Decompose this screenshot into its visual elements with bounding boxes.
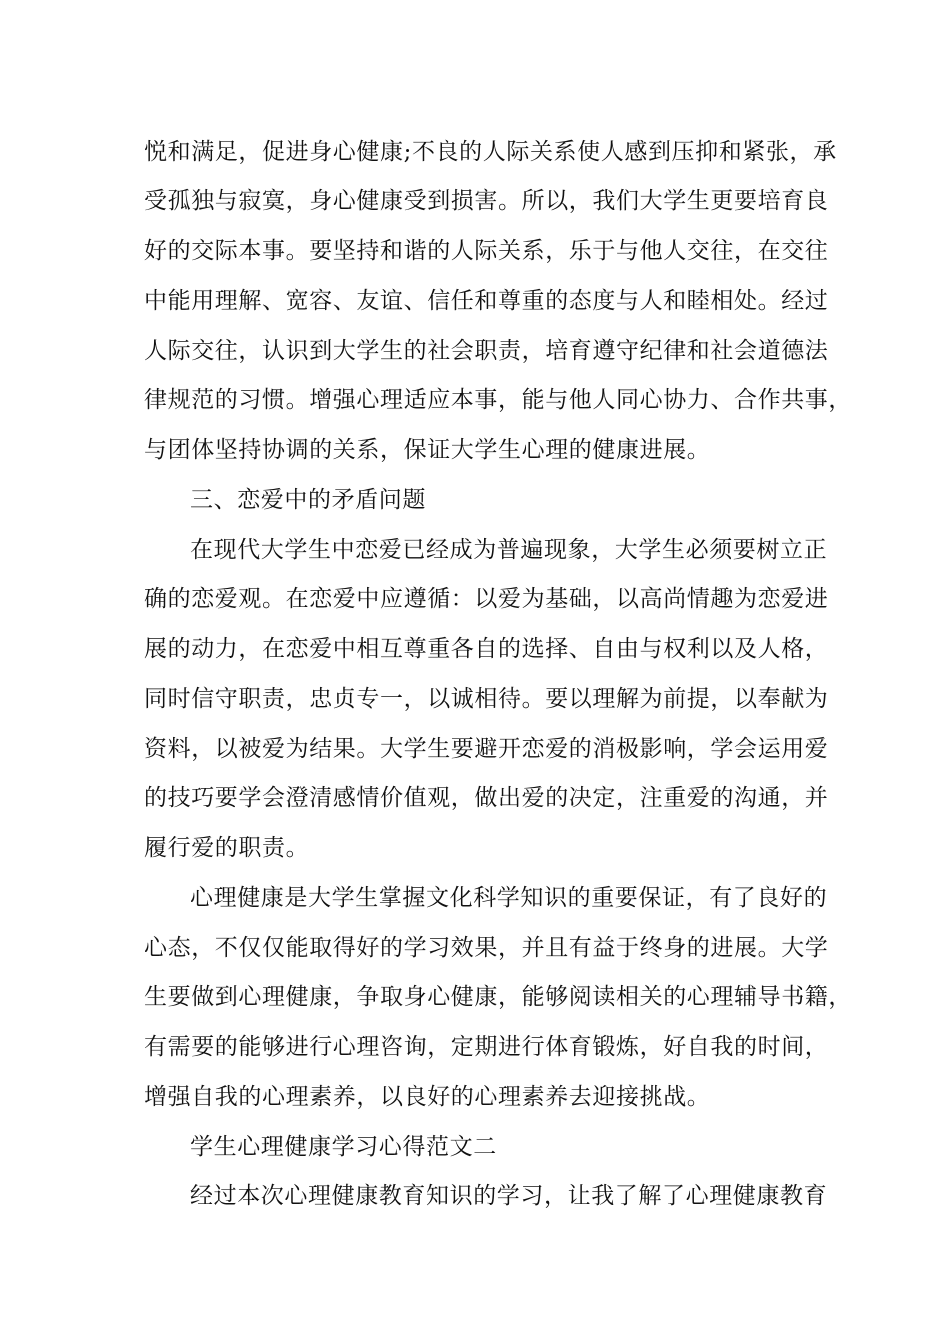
section-heading: 三、恋爱中的矛盾问题	[190, 487, 426, 513]
text-line: 确的恋爱观。在恋爱中应遵循：以爱为基础，以高尚情趣为恋爱进	[144, 586, 829, 612]
text-line: 资料，以被爱为结果。大学生要避开恋爱的消极影响，学会运用爱	[144, 736, 829, 762]
text-line: 律规范的习惯。增强心理适应本事，能与他人同心协力、合作共事，	[144, 387, 852, 413]
text-line: 心态，不仅仅能取得好的学习效果，并且有益于终身的进展。大学	[144, 935, 829, 961]
text-line: 受孤独与寂寞，身心健康受到损害。所以，我们大学生更要培育良	[144, 188, 829, 214]
text-line: 展的动力，在恋爱中相互尊重各自的选择、自由与权利以及人格，	[144, 636, 829, 662]
text-line: 经过本次心理健康教育知识的学习，让我了解了心理健康教育	[190, 1183, 828, 1209]
text-line: 好的交际本事。要坚持和谐的人际关系，乐于与他人交往，在交往	[144, 238, 829, 264]
text-line: 有需要的能够进行心理咨询，定期进行体育锻炼，好自我的时间，	[144, 1034, 829, 1060]
text-line: 履行爱的职责。	[144, 835, 310, 861]
text-line: 人际交往，认识到大学生的社会职责，培育遵守纪律和社会道德法	[144, 338, 829, 364]
text-line: 与团体坚持协调的关系，保证大学生心理的健康进展。	[144, 437, 711, 463]
text-line: 心理健康是大学生掌握文化科学知识的重要保证，有了良好的	[190, 885, 828, 911]
text-line: 的技巧要学会澄清感情价值观，做出爱的决定，注重爱的沟通，并	[144, 785, 829, 811]
text-line: 中能用理解、宽容、友谊、信任和尊重的态度与人和睦相处。经过	[144, 288, 829, 314]
text-line: 增强自我的心理素养，以良好的心理素养去迎接挑战。	[144, 1084, 711, 1110]
text-line: 悦和满足，促进身心健康;不良的人际关系使人感到压抑和紧张，承	[144, 139, 837, 165]
text-line: 生要做到心理健康，争取身心健康，能够阅读相关的心理辅导书籍，	[144, 984, 852, 1010]
text-line: 在现代大学生中恋爱已经成为普遍现象，大学生必须要树立正	[190, 537, 828, 563]
section-heading: 学生心理健康学习心得范文二	[190, 1134, 497, 1160]
text-line: 同时信守职责，忠贞专一，以诚相待。要以理解为前提，以奉献为	[144, 686, 829, 712]
